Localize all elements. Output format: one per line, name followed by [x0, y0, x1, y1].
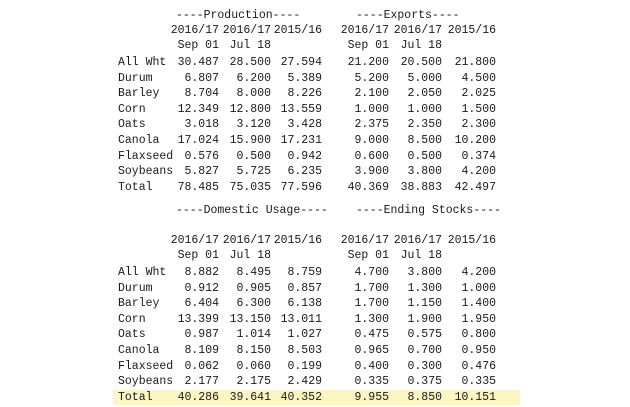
- column-year-header: 2016/17: [393, 234, 442, 247]
- table-row: [0, 102, 630, 117]
- cell-value: 0.950: [461, 344, 496, 357]
- cell-value: 6.138: [287, 297, 322, 311]
- cell-value: 0.374: [461, 149, 496, 163]
- cell-value: 10.200: [454, 134, 496, 147]
- cell-value: 0.476: [461, 359, 496, 373]
- table-row: [0, 327, 630, 342]
- cell-value: 0.300: [407, 359, 442, 373]
- cell-value: 75.035: [229, 180, 271, 194]
- cell-value: 13.150: [229, 312, 271, 326]
- column-date-header: Jul 18: [400, 249, 442, 262]
- column-year-header: 2016/17: [340, 234, 389, 247]
- cell-value: 0.400: [354, 359, 389, 373]
- cell-value: 8.000: [236, 87, 271, 101]
- row-label: Soybeans: [118, 165, 174, 179]
- cell-value: 2.429: [287, 375, 322, 389]
- row-label: Total: [118, 390, 153, 404]
- cell-value: 0.600: [354, 149, 389, 163]
- production-exports-table: [0, 8, 630, 193]
- cell-value: 3.018: [184, 118, 219, 132]
- row-label: Barley: [118, 297, 160, 311]
- cell-value: 12.800: [229, 102, 271, 116]
- cell-value: 8.882: [184, 266, 219, 279]
- cell-value: 8.759: [287, 266, 322, 279]
- cell-value: 2.100: [354, 87, 389, 101]
- cell-value: 0.987: [184, 328, 219, 342]
- column-year-header: 2016/17: [393, 24, 442, 37]
- cell-value: 13.559: [280, 102, 322, 116]
- row-label: Oats: [118, 328, 146, 342]
- cell-value: 1.150: [407, 297, 442, 311]
- cell-value: 8.495: [236, 266, 271, 279]
- row-label: Corn: [118, 102, 146, 116]
- cell-value: 8.850: [407, 390, 442, 404]
- cell-value: 1.400: [461, 297, 496, 311]
- cell-value: 6.404: [184, 297, 219, 311]
- cell-value: 42.497: [454, 180, 496, 194]
- column-year-header: 2015/16: [273, 234, 322, 247]
- table-row: [0, 281, 630, 296]
- cell-value: 20.500: [400, 56, 442, 69]
- cell-value: 13.011: [280, 312, 322, 326]
- cell-value: 0.335: [461, 375, 496, 389]
- cell-value: 40.369: [347, 180, 389, 194]
- cell-value: 4.500: [461, 71, 496, 85]
- cell-value: 0.335: [354, 375, 389, 389]
- column-year-header: 2016/17: [340, 24, 389, 37]
- row-label: Oats: [118, 118, 146, 132]
- cell-value: 8.150: [236, 344, 271, 357]
- group-title-right: ----Ending Stocks----: [356, 204, 501, 217]
- cell-value: 0.800: [461, 328, 496, 342]
- cell-value: 5.389: [287, 71, 322, 85]
- row-label: Durum: [118, 281, 153, 295]
- cell-value: 0.857: [287, 281, 322, 295]
- table-row: [0, 265, 630, 280]
- column-year-header: 2016/17: [222, 24, 271, 37]
- cell-value: 5.000: [407, 71, 442, 85]
- table-row: [0, 55, 630, 70]
- domestic-usage-ending-stocks-table: [0, 203, 630, 403]
- cell-value: 21.800: [454, 56, 496, 69]
- cell-value: 10.151: [454, 390, 496, 404]
- column-date-header: Jul 18: [229, 39, 271, 52]
- column-date-header: Jul 18: [400, 39, 442, 52]
- cell-value: 5.725: [236, 165, 271, 179]
- cell-value: 6.807: [184, 71, 219, 85]
- table-row: [0, 343, 630, 358]
- table-row: [0, 164, 630, 179]
- row-label: Corn: [118, 312, 146, 326]
- cell-value: 5.200: [354, 71, 389, 85]
- row-label: Canola: [118, 344, 160, 357]
- header-row-year: [0, 233, 630, 248]
- cell-value: 30.487: [177, 56, 219, 69]
- cell-value: 1.700: [354, 297, 389, 311]
- cell-value: 0.199: [287, 359, 322, 373]
- column-year-header: 2016/17: [222, 234, 271, 247]
- cell-value: 9.955: [354, 390, 389, 404]
- cell-value: 8.704: [184, 87, 219, 101]
- group-title-row: [0, 203, 630, 218]
- cell-value: 6.300: [236, 297, 271, 311]
- cell-value: 1.000: [407, 102, 442, 116]
- cell-value: 28.500: [229, 56, 271, 69]
- column-year-header: 2016/17: [170, 234, 219, 247]
- cell-value: 6.200: [236, 71, 271, 85]
- cell-value: 21.200: [347, 56, 389, 69]
- cell-value: 0.942: [287, 149, 322, 163]
- cell-value: 2.375: [354, 118, 389, 132]
- cell-value: 17.231: [280, 134, 322, 147]
- cell-value: 0.060: [236, 359, 271, 373]
- cell-value: 0.576: [184, 149, 219, 163]
- cell-value: 1.000: [354, 102, 389, 116]
- group-title-row: [0, 8, 630, 23]
- cell-value: 1.300: [407, 281, 442, 295]
- cell-value: 0.500: [236, 149, 271, 163]
- row-label: Canola: [118, 134, 160, 147]
- cell-value: 12.349: [177, 102, 219, 116]
- header-row-year: [0, 23, 630, 38]
- column-year-header: 2015/16: [447, 234, 496, 247]
- cell-value: 5.827: [184, 165, 219, 179]
- cell-value: 2.025: [461, 87, 496, 101]
- group-title-left: ----Production----: [176, 9, 301, 22]
- cell-value: 4.700: [354, 266, 389, 279]
- cell-value: 0.062: [184, 359, 219, 373]
- row-label: All Wht: [118, 56, 167, 69]
- row-label: Flaxseed: [118, 149, 174, 163]
- group-title-left: ----Domestic Usage----: [176, 204, 328, 217]
- column-year-header: 2016/17: [170, 24, 219, 37]
- total-row: [0, 180, 630, 195]
- cell-value: 8.109: [184, 344, 219, 357]
- header-row-date: [0, 248, 630, 263]
- cell-value: 1.500: [461, 102, 496, 116]
- cell-value: 15.900: [229, 134, 271, 147]
- cell-value: 0.475: [354, 328, 389, 342]
- cell-value: 2.050: [407, 87, 442, 101]
- cell-value: 2.175: [236, 375, 271, 389]
- cell-value: 0.965: [354, 344, 389, 357]
- cell-value: 3.428: [287, 118, 322, 132]
- total-row: [0, 390, 630, 405]
- row-label: Barley: [118, 87, 160, 101]
- table-row: [0, 71, 630, 86]
- cell-value: 0.912: [184, 281, 219, 295]
- cell-value: 8.503: [287, 344, 322, 357]
- cell-value: 4.200: [461, 165, 496, 179]
- cell-value: 0.500: [407, 149, 442, 163]
- row-label: Durum: [118, 71, 153, 85]
- table-row: [0, 149, 630, 164]
- cell-value: 0.700: [407, 344, 442, 357]
- cell-value: 3.800: [407, 266, 442, 279]
- table-row: [0, 312, 630, 327]
- cell-value: 40.286: [177, 390, 219, 404]
- table-row: [0, 86, 630, 101]
- cell-value: 1.300: [354, 312, 389, 326]
- table-row: [0, 374, 630, 389]
- cell-value: 1.700: [354, 281, 389, 295]
- cell-value: 0.375: [407, 375, 442, 389]
- cell-value: 1.900: [407, 312, 442, 326]
- cell-value: 1.000: [461, 281, 496, 295]
- header-row-date: [0, 38, 630, 53]
- cell-value: 0.905: [236, 281, 271, 295]
- cell-value: 3.800: [407, 165, 442, 179]
- column-date-header: Sep 01: [347, 249, 389, 262]
- group-title-right: ----Exports----: [356, 9, 460, 22]
- cell-value: 40.352: [280, 390, 322, 404]
- cell-value: 2.177: [184, 375, 219, 389]
- cell-value: 1.014: [236, 328, 271, 342]
- row-label: Flaxseed: [118, 359, 174, 373]
- cell-value: 4.200: [461, 266, 496, 279]
- row-label: Total: [118, 180, 153, 194]
- cell-value: 77.596: [280, 180, 322, 194]
- cell-value: 17.024: [177, 134, 219, 147]
- row-label: All Wht: [118, 266, 167, 279]
- column-year-header: 2015/16: [447, 24, 496, 37]
- column-date-header: Sep 01: [177, 249, 219, 262]
- cell-value: 2.300: [461, 118, 496, 132]
- cell-value: 38.883: [400, 180, 442, 194]
- table-row: [0, 296, 630, 311]
- table-row: [0, 133, 630, 148]
- cell-value: 1.027: [287, 328, 322, 342]
- cell-value: 0.575: [407, 328, 442, 342]
- table-row: [0, 117, 630, 132]
- cell-value: 9.000: [354, 134, 389, 147]
- column-year-header: 2015/16: [273, 24, 322, 37]
- cell-value: 3.120: [236, 118, 271, 132]
- cell-value: 8.226: [287, 87, 322, 101]
- cell-value: 13.399: [177, 312, 219, 326]
- row-label: Soybeans: [118, 375, 174, 389]
- table-row: [0, 359, 630, 374]
- cell-value: 3.900: [354, 165, 389, 179]
- cell-value: 27.594: [280, 56, 322, 69]
- cell-value: 8.500: [407, 134, 442, 147]
- cell-value: 6.235: [287, 165, 322, 179]
- cell-value: 2.350: [407, 118, 442, 132]
- column-date-header: Jul 18: [229, 249, 271, 262]
- column-date-header: Sep 01: [177, 39, 219, 52]
- cell-value: 78.485: [177, 180, 219, 194]
- cell-value: 1.950: [461, 312, 496, 326]
- cell-value: 39.641: [229, 390, 271, 404]
- column-date-header: Sep 01: [347, 39, 389, 52]
